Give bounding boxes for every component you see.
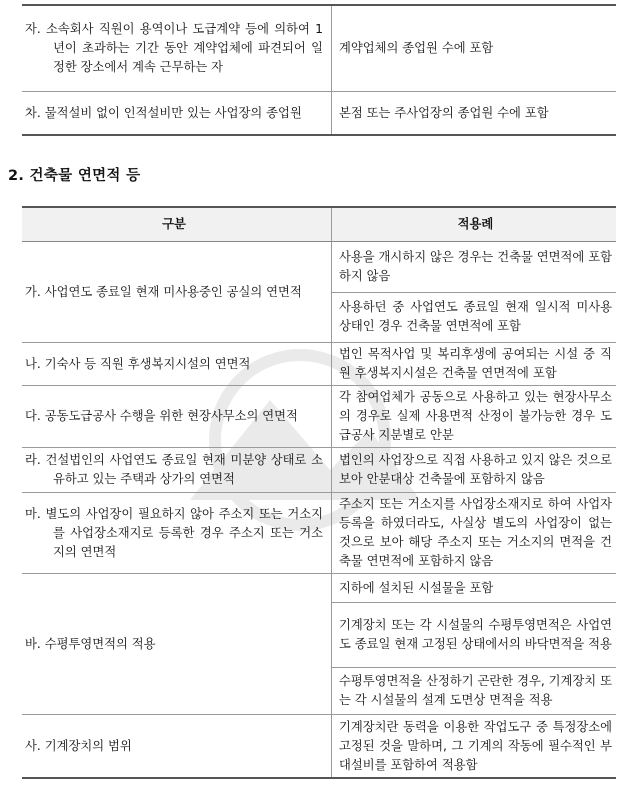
application-cell: 주소지 또는 거소지를 사업장소재지로 하여 사업자등록을 하였더라도, 사실상 별도의 사업장이 없는 것으로 보아 해당 주소지 또는 거소지의 면적을 건축물 연면적에 포함하지 않음 bbox=[332, 493, 617, 574]
section-title: 2. 건축물 연면적 등 bbox=[8, 168, 141, 184]
application-cell: 사용을 개시하지 않은 경우는 건축물 연면적에 포함하지 않음 bbox=[332, 242, 617, 293]
table-row bbox=[22, 343, 616, 386]
header-category: 구분 bbox=[22, 207, 332, 242]
category-cell: 가. 사업연도 종료일 현재 미사용중인 공실의 연면적 bbox=[22, 242, 332, 343]
application-cell: 각 참여업체가 공동으로 사용하고 있는 현장사무소의 경우로 실제 사용면적 산정이 불가능한 경우 도급공사 지분별로 안분 bbox=[332, 386, 617, 448]
application-cell: 본점 또는 주사업장의 종업원 수에 포함 bbox=[339, 105, 549, 120]
application-cell: 법인의 사업장으로 직접 사용하고 있지 않은 것으로 보아 안분대상 건축물에 포함하지 않음 bbox=[332, 448, 617, 493]
table-row bbox=[22, 574, 616, 603]
table-header-row bbox=[22, 207, 616, 242]
category-cell: 사. 기계장치의 범위 bbox=[22, 715, 332, 779]
table-row bbox=[22, 386, 616, 448]
application-cell: 수평투영면적을 산정하기 곤란한 경우, 기계장치 또는 각 시설물의 설계 도면상 면적을 적용 bbox=[332, 668, 617, 715]
header-application: 적용례 bbox=[332, 207, 617, 242]
category-cell: 다. 공동도급공사 수행을 위한 현장사무소의 연면적 bbox=[22, 386, 332, 448]
table-row bbox=[22, 715, 616, 779]
floor-area-table bbox=[22, 206, 616, 779]
category-cell: 마. 별도의 사업장이 필요하지 않아 주소지 또는 거소지를 사업장소재지로 등록한 경우 주소지 또는 거소지의 연면적 bbox=[22, 493, 332, 574]
employee-count-table bbox=[22, 4, 616, 136]
table-row bbox=[22, 493, 616, 574]
application-cell: 기계장치 또는 각 시설물의 수평투영면적은 사업연도 종료일 현재 고정된 상태에서의 바닥면적을 적용 bbox=[332, 603, 617, 668]
table-row bbox=[22, 448, 616, 493]
application-cell: 사용하던 중 사업연도 종료일 현재 일시적 미사용 상태인 경우 건축물 연면적에 포함 bbox=[332, 292, 617, 343]
application-cell: 계약업체의 종업원 수에 포함 bbox=[332, 5, 617, 92]
category-cell: 차. 물적설비 없이 인적설비만 있는 사업장의 종업원 bbox=[22, 92, 332, 136]
category-cell: 바. 수평투영면적의 적용 bbox=[22, 574, 332, 715]
table-row bbox=[22, 5, 616, 92]
category-cell: 나. 기숙사 등 직원 후생복지시설의 연면적 bbox=[22, 343, 332, 386]
table-row bbox=[22, 92, 616, 136]
application-cell: 기계장치란 동력을 이용한 작업도구 중 특정장소에 고정된 것을 말하며, 그 기계의 작동에 필수적인 부대설비를 포함하여 적용함 bbox=[332, 715, 617, 779]
category-cell: 라. 건설법인의 사업연도 종료일 현재 미분양 상태로 소유하고 있는 주택과 상가의 연면적 bbox=[22, 448, 332, 493]
application-cell: 지하에 설치된 시설물을 포함 bbox=[332, 574, 617, 603]
table-row bbox=[22, 242, 616, 293]
application-cell: 법인 목적사업 및 복리후생에 공여되는 시설 중 직원 후생복지시설은 건축물 연면적에 포함 bbox=[332, 343, 617, 386]
category-cell: 자. 소속회사 직원이 용역이나 도급계약 등에 의하여 1년이 초과하는 기간 동안 계약업체에 파견되어 일정한 장소에서 계속 근무하는 자 bbox=[22, 5, 332, 92]
